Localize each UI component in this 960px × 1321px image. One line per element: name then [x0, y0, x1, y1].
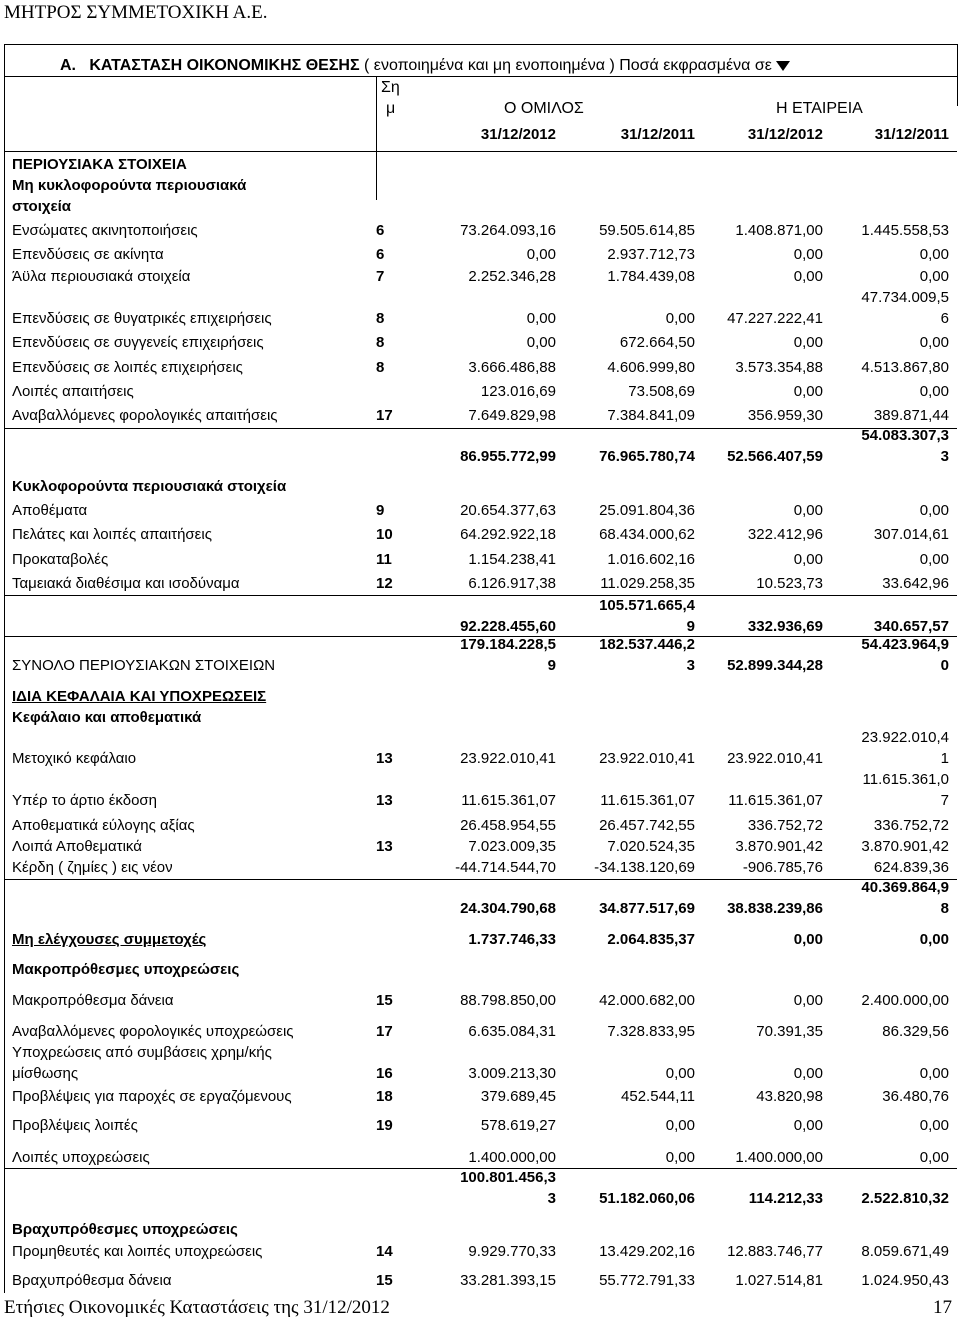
row-label: Μακροπρόθεσμα δάνεια [12, 992, 174, 1009]
group-2011-value: 7.020.524,35 [607, 838, 695, 855]
group-2012-value: 6.635.084,31 [468, 1023, 556, 1040]
row-note: 15 [376, 1272, 393, 1289]
company-2011-value: 36.480,76 [882, 1088, 949, 1105]
company-2011-value: 1.024.950,43 [861, 1272, 949, 1289]
date-header: 31/12/2011 [620, 126, 695, 143]
company-2012-value: 0,00 [793, 1065, 823, 1082]
row-note: 13 [376, 792, 393, 809]
group-2011-value: -34.138.120,69 [594, 859, 695, 876]
group-2012-value: 20.654.377,63 [460, 502, 556, 519]
company-2011-total: 2.522.810,32 [861, 1190, 949, 1207]
section-title [60, 57, 790, 75]
group-2012-total: 100.801.456,3 [460, 1169, 556, 1186]
date-header: 31/12/2011 [874, 126, 949, 143]
company-2011-value: 47.734.009,5 [861, 289, 949, 306]
row-note: 17 [376, 407, 393, 424]
group-2012-value: 23.922.010,41 [460, 750, 556, 767]
company-2011-value: 0,00 [919, 502, 949, 519]
company-2012-value: 10.523,73 [756, 575, 823, 592]
company-2011-grand-total: 54.423.964,9 [861, 636, 949, 653]
group-2012-value: 0,00 [526, 334, 556, 351]
company-2011-total-wrap: 3 [940, 448, 949, 465]
equity-total-divider [4, 879, 957, 880]
company-2012-value: 0,00 [793, 268, 823, 285]
company-2011-value: 389.871,44 [873, 407, 949, 424]
group-2012-value: 33.281.393,15 [460, 1272, 556, 1289]
row-label: Κέρδη ( ζημίες ) εις νέον [12, 859, 173, 876]
group-2011-value: 0,00 [665, 1117, 695, 1134]
row-label: Λοιπές απαιτήσεις [12, 383, 134, 400]
row-note: 6 [376, 246, 385, 263]
company-2012-value: 11.615.361,07 [728, 792, 823, 809]
group-2011-value: 11.615.361,07 [600, 792, 695, 809]
company-2012-value: 70.391,35 [756, 1023, 823, 1040]
row-note: 19 [376, 1117, 393, 1134]
company-2012-value: 0,00 [793, 246, 823, 263]
group-2012-grand-total-wrap: 9 [547, 657, 556, 674]
capital-reserves-heading: Κεφάλαιο και αποθεματικά [12, 709, 202, 726]
group-2011-total: 51.182.060,06 [599, 1190, 695, 1207]
group-2011-value: 0,00 [665, 1065, 695, 1082]
row-note: 15 [376, 992, 393, 1009]
group-2012-value: 73.264.093,16 [460, 222, 556, 239]
company-2011-value: 11.615.361,0 [862, 771, 949, 788]
title-row-divider [4, 76, 957, 77]
group-2012-value: 1.737.746,33 [468, 931, 556, 948]
row-label: Προκαταβολές [12, 551, 109, 568]
group-2011-value: 7.384.841,09 [607, 407, 695, 424]
company-2011-total: 340.657,57 [873, 618, 949, 635]
group-2012-total: 86.955.772,99 [460, 448, 556, 465]
company-2012-value: 1.408.871,00 [735, 222, 823, 239]
group-2012-value: 1.400.000,00 [468, 1149, 556, 1166]
group-2011-value: 59.505.614,85 [599, 222, 695, 239]
company-2011-value: 3.870.901,42 [861, 838, 949, 855]
row-label: Μη ελέγχουσες συμμετοχές [12, 931, 207, 948]
company-2012-value: 3.573.354,88 [735, 359, 823, 376]
noncurrent-total-divider [4, 428, 957, 429]
row-note: 13 [376, 750, 393, 767]
company-2011-value: 8.059.671,49 [861, 1243, 949, 1260]
grand-total-label: ΣΥΝΟΛΟ ΠΕΡΙΟΥΣΙΑΚΩΝ ΣΤΟΙΧΕΙΩΝ [12, 657, 276, 674]
row-label: Υποχρεώσεις από συμβάσεις χρημ/κής [12, 1044, 272, 1061]
company-2011-value: 86.329,56 [882, 1023, 949, 1040]
group-2012-value: 3.666.486,88 [468, 359, 556, 376]
note-column-header-line1: Ση [381, 79, 400, 96]
group-2011-value: 1.784.439,08 [607, 268, 695, 285]
row-label: Επενδύσεις σε συγγενείς επιχειρήσεις [12, 334, 264, 351]
row-label: Αποθέματα [12, 502, 88, 519]
group-2012-value: 26.458.954,55 [460, 817, 556, 834]
group-2011-value: 2.937.712,73 [607, 246, 695, 263]
company-2011-value: 1.445.558,53 [861, 222, 949, 239]
group-2011-total-wrap: 9 [686, 618, 695, 635]
company-2012-value: 43.820,98 [756, 1088, 823, 1105]
company-2011-value-wrap: 1 [940, 750, 949, 767]
company-2011-value-wrap: 6 [940, 310, 949, 327]
group-2011-value: 42.000.682,00 [599, 992, 695, 1009]
company-2011-grand-total-wrap: 0 [940, 657, 949, 674]
row-label: Επενδύσεις σε ακίνητα [12, 246, 164, 263]
company-2011-value: 0,00 [919, 1149, 949, 1166]
group-2012-value: 578.619,27 [480, 1117, 556, 1134]
group-2012-value: 123.016,69 [480, 383, 556, 400]
note-column-header-line2: μ [386, 100, 396, 117]
group-2012-value: 2.252.346,28 [468, 268, 556, 285]
group-2011-value: 4.606.999,80 [607, 359, 695, 376]
group-2011-value: 0,00 [665, 310, 695, 327]
company-2012-value: 23.922.010,41 [727, 750, 823, 767]
company-2012-value: -906.785,76 [742, 859, 823, 876]
group-2011-value: 68.434.000,62 [599, 526, 695, 543]
company-2011-value: 307.014,61 [873, 526, 949, 543]
group-2012-value: 64.292.922,18 [460, 526, 556, 543]
current-total-divider [4, 595, 957, 596]
row-note: 9 [376, 502, 385, 519]
row-note: 6 [376, 222, 385, 239]
row-note: 10 [376, 526, 393, 543]
group-2012-value: 0,00 [526, 310, 556, 327]
company-column-header: Η ΕΤΑΙΡΕΙΑ [776, 100, 863, 117]
company-2012-value: 0,00 [793, 931, 823, 948]
row-note: 16 [376, 1065, 393, 1082]
section-prefix: Α. [60, 57, 76, 74]
group-2012-value: 7.023.009,35 [468, 838, 556, 855]
group-2011-value: 672.664,50 [619, 334, 695, 351]
row-note: 17 [376, 1023, 393, 1040]
row-label: Μετοχικό κεφάλαιο [12, 750, 137, 767]
row-label: Αναβαλλόμενες φορολογικές απαιτήσεις [12, 407, 278, 424]
shortterm-heading: Βραχυπρόθεσμες υποχρεώσεις [12, 1221, 238, 1238]
group-2012-value: 6.126.917,38 [468, 575, 556, 592]
group-2012-value: 1.154.238,41 [468, 551, 556, 568]
company-2011-value: 0,00 [919, 1117, 949, 1134]
company-2012-value: 1.027.514,81 [735, 1272, 823, 1289]
group-2011-value: 73.508,69 [628, 383, 695, 400]
company-2012-value: 0,00 [793, 992, 823, 1009]
group-2011-total: 76.965.780,74 [599, 448, 695, 465]
company-2012-value: 3.870.901,42 [735, 838, 823, 855]
company-2011-total-wrap: 8 [940, 900, 949, 917]
group-2012-value: 88.798.850,00 [460, 992, 556, 1009]
company-2012-total: 332.936,69 [747, 618, 823, 635]
date-header: 31/12/2012 [480, 126, 556, 143]
company-2012-value: 356.959,30 [747, 407, 823, 424]
company-2012-value: 0,00 [793, 551, 823, 568]
company-2012-value: 0,00 [793, 502, 823, 519]
group-2011-value: 23.922.010,41 [599, 750, 695, 767]
company-2011-value: 2.400.000,00 [861, 992, 949, 1009]
group-2012-grand-total: 179.184.228,5 [460, 636, 556, 653]
row-label: Άϋλα περιουσιακά στοιχεία [12, 268, 191, 285]
company-2011-total: 54.083.307,3 [861, 427, 949, 444]
row-label: Προβλέψεις για παροχές σε εργαζόμενους [12, 1088, 292, 1105]
page-footer [4, 1297, 956, 1319]
date-header: 31/12/2012 [747, 126, 823, 143]
company-2011-value: 0,00 [919, 931, 949, 948]
row-label: Επενδύσεις σε λοιπές επιχειρήσεις [12, 359, 243, 376]
company-2011-value: 0,00 [919, 551, 949, 568]
company-2011-value: 336.752,72 [873, 817, 949, 834]
company-2011-value: 0,00 [919, 383, 949, 400]
group-column-header: Ο ΟΜΙΛΟΣ [504, 100, 584, 117]
frame-right-edge [957, 44, 958, 106]
row-note: 7 [376, 268, 385, 285]
group-2011-value: 1.016.602,16 [607, 551, 695, 568]
company-2012-value: 0,00 [793, 383, 823, 400]
company-2012-total: 114.212,33 [748, 1190, 823, 1207]
section-subtitle: ( ενοποιημένα και μη ενοποιημένα ) Ποσά εκφρασμένα σε [364, 57, 772, 74]
noncurrent-heading-line1: Μη κυκλοφορούντα περιουσιακά [12, 177, 247, 194]
group-2012-total: 92.228.455,60 [460, 618, 556, 635]
company-2012-total: 38.838.239,86 [727, 900, 823, 917]
company-2011-value: 0,00 [919, 334, 949, 351]
row-note: 12 [376, 575, 393, 592]
group-2011-total: 34.877.517,69 [599, 900, 695, 917]
company-2011-value: 33.642,96 [882, 575, 949, 592]
company-2011-value-wrap: 7 [940, 792, 949, 809]
row-label: Ενσώματες ακινητοποιήσεις [12, 222, 198, 239]
group-2011-value: 13.429.202,16 [599, 1243, 695, 1260]
company-2012-value: 0,00 [793, 334, 823, 351]
group-2011-value: 2.064.835,37 [607, 931, 695, 948]
row-note: 11 [376, 551, 392, 568]
row-label: Λοιπά Αποθεματικά [12, 838, 142, 855]
group-2011-grand-total: 182.537.446,2 [599, 636, 695, 653]
company-2012-value: 336.752,72 [747, 817, 823, 834]
group-2011-value: 7.328.833,95 [607, 1023, 695, 1040]
company-2011-value: 624.839,36 [873, 859, 949, 876]
company-2011-value: 23.922.010,4 [861, 729, 949, 746]
assets-heading: ΠΕΡΙΟΥΣΙΑΚΑ ΣΤΟΙΧΕΙΑ [12, 156, 187, 173]
group-2012-value: 11.615.361,07 [461, 792, 556, 809]
row-label-wrap: μίσθωσης [12, 1065, 79, 1082]
group-2011-value: 452.544,11 [621, 1088, 695, 1105]
noncurrent-heading-line2: στοιχεία [12, 198, 72, 215]
company-2012-grand-total: 52.899.344,28 [727, 657, 823, 674]
row-label: Επενδύσεις σε θυγατρικές επιχειρήσεις [12, 310, 272, 327]
group-2011-value: 26.457.742,55 [599, 817, 695, 834]
group-2012-value: 7.649.829,98 [468, 407, 556, 424]
company-2011-value: 0,00 [919, 268, 949, 285]
company-header: ΜΗΤΡΟΣ ΣΥΜΜΕΤΟΧΙΚΗ Α.Ε. [4, 2, 268, 23]
group-2012-value: 3.009.213,30 [468, 1065, 556, 1082]
row-label: Προμηθευτές και λοιπές υποχρεώσεις [12, 1243, 263, 1260]
page-number: 17 [933, 1297, 952, 1318]
group-2011-grand-total-wrap: 3 [686, 657, 695, 674]
group-2012-value: 0,00 [526, 246, 556, 263]
company-2011-value: 0,00 [919, 1065, 949, 1082]
row-label: Λοιπές υποχρεώσεις [12, 1149, 150, 1166]
row-label: Ταμειακά διαθέσιμα και ισοδύναμα [12, 575, 240, 592]
group-2011-value: 11.029.258,35 [600, 575, 695, 592]
company-2011-value: 4.513.867,80 [861, 359, 949, 376]
company-2012-total: 52.566.407,59 [727, 448, 823, 465]
footer-text: Ετήσιες Οικονομικές Καταστάσεις της 31/12/2012 [4, 1297, 390, 1318]
group-2012-total: 24.304.790,68 [460, 900, 556, 917]
row-note: 8 [376, 359, 385, 376]
row-label: Βραχυπρόθεσμα δάνεια [12, 1272, 172, 1289]
group-2012-value: 379.689,45 [480, 1088, 556, 1105]
group-2011-total: 105.571.665,4 [599, 597, 695, 614]
company-2011-total: 40.369.864,9 [861, 879, 949, 896]
group-2011-value: 55.772.791,33 [599, 1272, 695, 1289]
date-header-row [12, 126, 949, 146]
equity-liabilities-heading: ΙΔΙΑ ΚΕΦΑΛΑΙΑ ΚΑΙ ΥΠΟΧΡΕΩΣΕΙΣ [12, 688, 267, 705]
company-2012-value: 322.412,96 [747, 526, 823, 543]
company-2011-value: 0,00 [919, 246, 949, 263]
group-2011-value: 0,00 [665, 1149, 695, 1166]
row-note: 13 [376, 838, 393, 855]
company-2012-value: 1.400.000,00 [735, 1149, 823, 1166]
row-note: 8 [376, 334, 385, 351]
row-label: Αναβαλλόμενες φορολογικές υποχρεώσεις [12, 1023, 294, 1040]
company-2012-value: 47.227.222,41 [727, 310, 823, 327]
section-title-text: ΚΑΤΑΣΤΑΣΗ ΟΙΚΟΝΟΜΙΚΗΣ ΘΕΣΗΣ [89, 57, 360, 74]
header-row-divider [4, 151, 957, 152]
row-label: Πελάτες και λοιπές απαιτήσεις [12, 526, 212, 543]
group-2012-value: -44.714.544,70 [455, 859, 556, 876]
row-note: 18 [376, 1088, 393, 1105]
current-assets-heading: Κυκλοφορούντα περιουσιακά στοιχεία [12, 478, 287, 495]
company-2012-value: 12.883.746,77 [727, 1243, 823, 1260]
row-note: 14 [376, 1243, 393, 1260]
row-label: Υπέρ το άρτιο έκδοση [12, 792, 158, 809]
company-2012-value: 0,00 [793, 1117, 823, 1134]
group-2012-value: 9.929.770,33 [468, 1243, 556, 1260]
group-2012-total-wrap: 3 [547, 1190, 556, 1207]
row-label: Αποθεματικά εύλογης αξίας [12, 817, 195, 834]
row-label: Προβλέψεις λοιπές [12, 1117, 138, 1134]
euro-symbol-icon [776, 61, 790, 71]
group-2011-value: 25.091.804,36 [599, 502, 695, 519]
row-note: 8 [376, 310, 385, 327]
longterm-heading: Μακροπρόθεσμες υποχρεώσεις [12, 961, 240, 978]
